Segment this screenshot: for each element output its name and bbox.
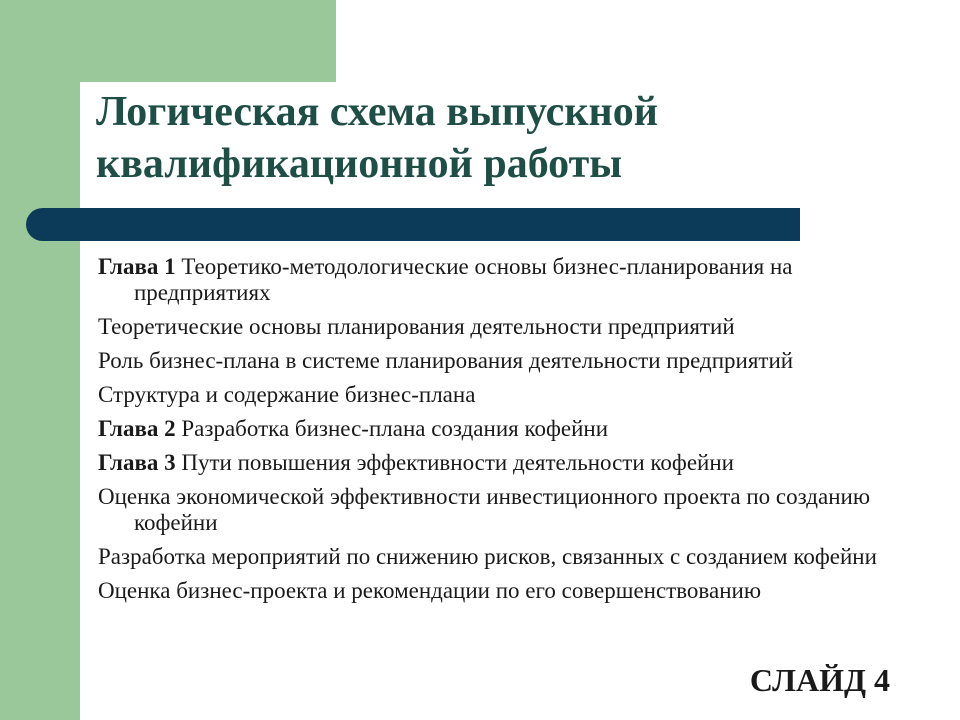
- chapter-label: Глава 3: [98, 450, 176, 475]
- item-text: Структура и содержание бизнес-плана: [98, 382, 476, 407]
- list-item: [98, 484, 928, 536]
- list-item: [98, 314, 928, 340]
- green-side-panel: [0, 0, 80, 720]
- list-item: [98, 544, 928, 570]
- slide-title: [96, 86, 856, 190]
- title-line-2: квалификационной работы: [96, 141, 623, 187]
- item-text: Оценка бизнес-проекта и рекомендации по его совершенствованию: [98, 578, 762, 603]
- list-item: [98, 578, 928, 604]
- item-text: Разработка мероприятий по снижению рисков, связанных с созданием кофейни: [98, 544, 877, 569]
- title-divider-bar: [26, 208, 800, 241]
- item-text: Роль бизнес-плана в системе планирования деятельности предприятий: [98, 348, 794, 373]
- item-text: Разработка бизнес-плана создания кофейни: [175, 416, 608, 441]
- list-item: [98, 254, 928, 306]
- list-item: [98, 416, 928, 442]
- item-text: Теоретико-методологические основы бизнес-планирования на предприятиях: [134, 254, 793, 305]
- item-text: Теоретические основы планирования деятельности предприятий: [98, 314, 735, 339]
- list-item: [98, 348, 928, 374]
- list-item: [98, 450, 928, 476]
- list-item: [98, 382, 928, 408]
- item-text: Оценка экономической эффективности инвестиционного проекта по созданию кофейни: [98, 484, 871, 535]
- item-text: Пути повышения эффективности деятельности кофейни: [175, 450, 734, 475]
- title-line-1: Логическая схема выпускной: [96, 89, 658, 135]
- green-top-panel: [0, 0, 336, 82]
- chapter-label: Глава 1: [98, 254, 176, 279]
- slide-number: СЛАЙД 4: [749, 662, 890, 698]
- chapter-label: Глава 2: [98, 416, 176, 441]
- chapter-list: [98, 254, 928, 612]
